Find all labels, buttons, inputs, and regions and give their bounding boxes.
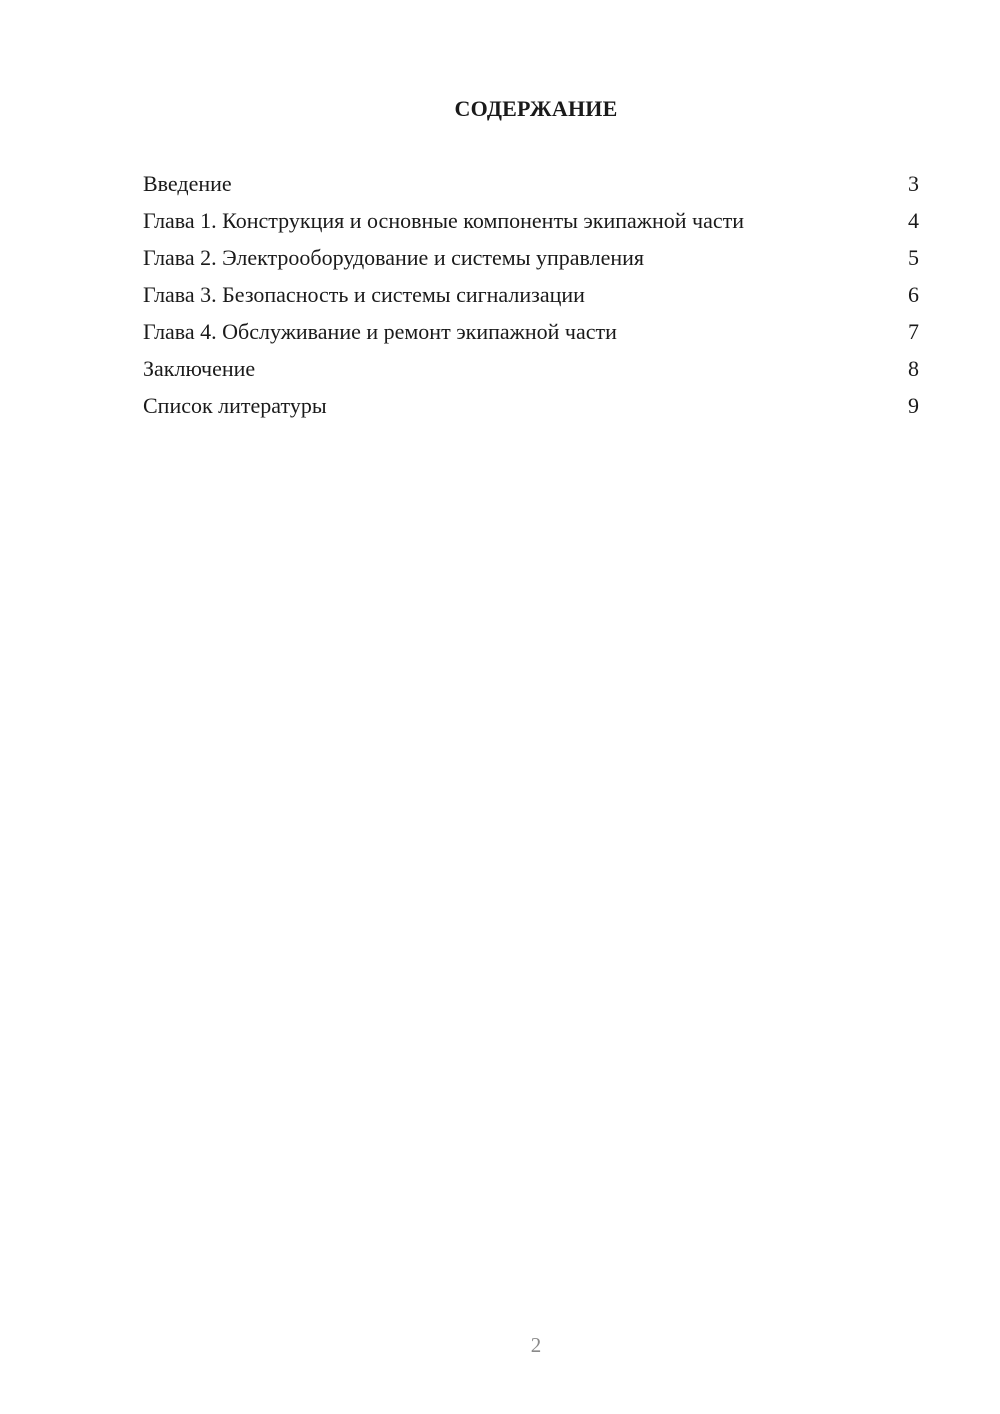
toc-entry-page: 4 [908,208,919,233]
toc-entry-page: 7 [908,319,919,344]
toc-entry-text: Глава 4. Обслуживание и ремонт экипажной части [143,319,617,344]
toc-entry-references[interactable] [143,392,919,419]
table-of-contents [143,170,919,429]
toc-entry-text: Список литературы [143,393,327,418]
toc-entry-page: 5 [908,245,919,270]
toc-entry-page: 8 [908,356,919,381]
toc-entry-conclusion[interactable] [143,355,919,382]
toc-entry-text: Глава 2. Электрооборудование и системы управления [143,245,645,270]
toc-entry-chapter-4[interactable] [143,318,919,345]
toc-entry-page: 3 [908,171,919,196]
toc-entry-page: 6 [908,282,919,307]
toc-entry-chapter-2[interactable] [143,244,919,271]
toc-entry-text: Глава 3. Безопасность и системы сигнализации [143,282,585,307]
toc-title: СОДЕРЖАНИЕ [454,96,618,121]
toc-entry-introduction[interactable] [143,170,919,197]
page-number: 2 [530,1333,542,1357]
toc-entry-chapter-3[interactable] [143,281,919,308]
toc-entry-text: Заключение [143,356,256,381]
toc-entry-text: Глава 1. Конструкция и основные компоненты экипажной части [143,208,745,233]
toc-entry-text: Введение [143,171,232,196]
toc-entry-chapter-1[interactable] [143,207,919,234]
toc-entry-page: 9 [908,393,919,418]
